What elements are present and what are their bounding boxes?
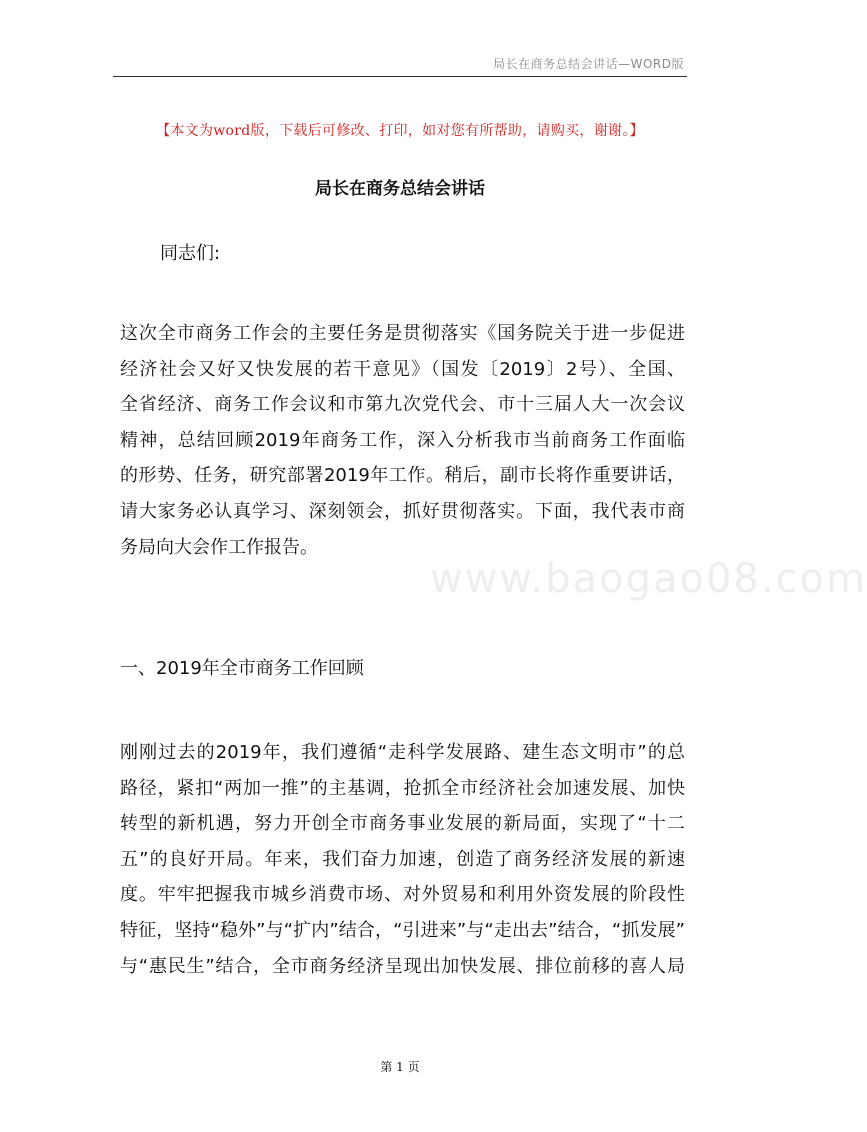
paragraph-line: 的形势、任务，研究部署2019年工作。稍后，副市长将作重要讲话， [120, 465, 685, 487]
paragraph-line: 精神，总结回顾2019年商务工作，深入分析我市当前商务工作面临 [120, 429, 685, 451]
paragraph-intro [120, 316, 685, 565]
header-divider [113, 76, 687, 77]
document-title: 局长在商务总结会讲话 [315, 179, 485, 199]
paragraph-line: 全省经济、商务工作会议和市第九次党代会、市十三届人大一次会议 [120, 394, 685, 416]
running-header: 局长在商务总结会讲话—WORD版 [493, 57, 684, 71]
paragraph-line: 经济社会又好又快发展的若干意见》（国发〔2019〕2号）、全国、 [120, 358, 685, 380]
paragraph-review [120, 735, 685, 984]
page-number: 第 1 页 [380, 1060, 420, 1074]
paragraph-line: 这次全市商务工作会的主要任务是贯彻落实《国务院关于进一步促进 [120, 323, 685, 344]
download-notice: 【本文为word版，下载后可修改、打印，如对您有所帮助，请购买，谢谢。】 [156, 123, 644, 139]
paragraph-line: 路径，紧扣“两加一推”的主基调，抢抓全市经济社会加速发展、加快 [120, 777, 685, 799]
paragraph-line: 转型的新机遇，努力开创全市商务事业发展的新局面，实现了“十二 [120, 813, 685, 835]
paragraph-line: 五”的良好开局。年来，我们奋力加速，创造了商务经济发展的新速 [120, 848, 685, 870]
paragraph-line: 刚刚过去的2019年，我们遵循“走科学发展路、建生态文明市”的总 [120, 742, 685, 763]
paragraph-line: 与“惠民生”结合，全市商务经济呈现出加快发展、排位前移的喜人局 [120, 955, 685, 977]
greeting: 同志们: [160, 243, 221, 264]
paragraph-line: 特征，坚持“稳外”与“扩内”结合，“引进来”与“走出去”结合，“抓发展” [120, 919, 685, 941]
watermark: www.baogao08.com [430, 556, 867, 602]
paragraph-line: 请大家务必认真学习、深刻领会，抓好贯彻落实。下面，我代表市商 [120, 500, 685, 522]
paragraph-line: 务局向大会作工作报告。 [120, 536, 318, 558]
section-heading: 一、2019年全市商务工作回顾 [120, 658, 364, 679]
paragraph-line: 度。牢牢把握我市城乡消费市场、对外贸易和利用外资发展的阶段性 [120, 884, 685, 906]
